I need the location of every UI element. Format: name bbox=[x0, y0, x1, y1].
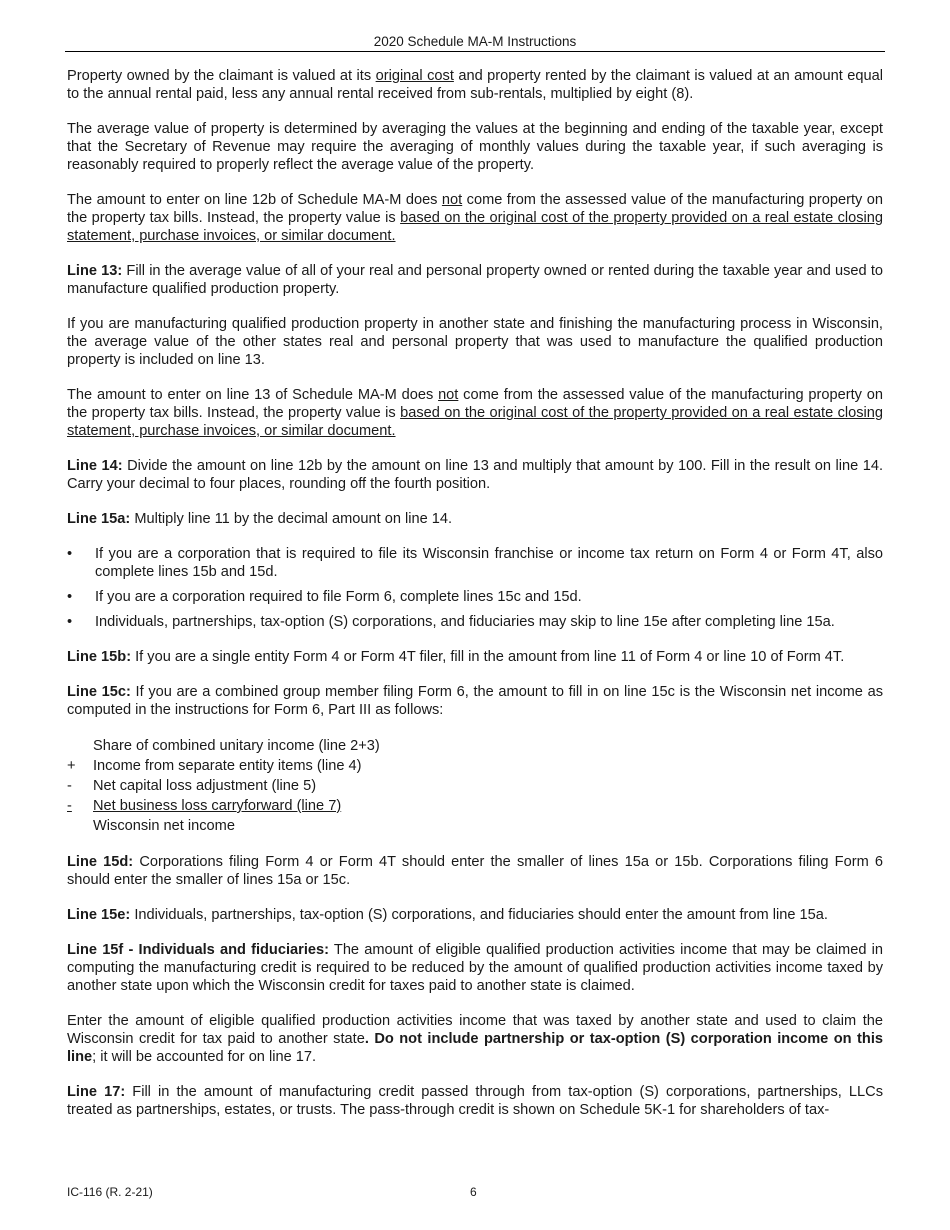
calc-operator: - bbox=[67, 778, 72, 794]
paragraph-average-value: The average value of property is determined by averaging the values at the beginning and ending of the taxable year, except that the Secretary of Revenue may require the averaging of monthly values during the taxable year, if such averaging is reasonably required to properly reflect the average value of the property. bbox=[67, 121, 883, 173]
line-label: Line 15b: bbox=[67, 649, 132, 665]
bullet-icon: • bbox=[67, 589, 73, 605]
text-run: The amount to enter on line 13 of Schedule MA-M does bbox=[67, 387, 439, 403]
calc-row-text: Net capital loss adjustment (line 5) bbox=[93, 778, 317, 794]
text-run: The amount to enter on line 12b of Schedule MA-M does bbox=[67, 192, 442, 208]
calc-row bbox=[67, 736, 883, 756]
bullet-list bbox=[67, 545, 883, 631]
paragraph-line13-amount bbox=[67, 386, 883, 440]
list-item bbox=[67, 588, 883, 606]
list-item-text: If you are a corporation required to file Form 6, complete lines 15c and 15d. bbox=[95, 589, 582, 605]
text-run: Enter the amount of eligible qualified production activities income that was taxed by another state and used to claim the Wisconsin credit for tax paid to another state bbox=[67, 1013, 883, 1047]
list-item bbox=[67, 613, 883, 631]
paragraph-line13 bbox=[67, 262, 883, 298]
underlined-text: based on the original cost of the property provided on a real estate closing statement, purchase invoices, or similar document. bbox=[67, 405, 884, 439]
paragraph-line15c bbox=[67, 683, 883, 719]
paragraph-other-state-property: If you are manufacturing qualified production property in another state and finishing the manufacturing process in Wisconsin, the average value of the other states real and personal property that was used to manufacture the qualified production property is included on line 13. bbox=[67, 316, 883, 368]
line-label: Line 14: bbox=[67, 458, 123, 474]
text-run: come from the assessed value of the manufacturing property on the property tax bills. Instead, the property value is bbox=[67, 192, 883, 226]
line-label: Line 15e: bbox=[67, 907, 131, 923]
net-income-calculation bbox=[67, 736, 883, 836]
page-number: 6 bbox=[470, 1185, 477, 1199]
line-label: Line 17: bbox=[67, 1084, 126, 1100]
text-run: If you are a combined group member filing Form 6, the amount to fill in on line 15c is the Wisconsin net income as computed in the instructions for Form 6, Part III as follows: bbox=[67, 684, 884, 718]
calc-row bbox=[67, 776, 883, 796]
calc-row-text: Income from separate entity items (line 4) bbox=[93, 758, 362, 774]
text-run: ; it will be accounted for on line 17. bbox=[92, 1049, 317, 1065]
text-run: Corporations filing Form 4 or Form 4T should enter the smaller of lines 15a or 15b. Corporations filing Form 6 should enter the smaller of lines 15a or 15c. bbox=[67, 854, 884, 888]
page-header-title: 2020 Schedule MA-M Instructions bbox=[373, 34, 577, 49]
paragraph-line15e bbox=[67, 906, 883, 924]
calc-row-total bbox=[67, 816, 883, 836]
text-run: Multiply line 11 by the decimal amount on line 14. bbox=[130, 511, 453, 527]
calc-row bbox=[67, 756, 883, 776]
text-run: The amount of eligible qualified production activities income that may be claimed in computing the manufacturing credit is required to be reduced by the amount of qualified production activities income taxed by another state upon which the Wisconsin credit for taxes paid to another state is claimed. bbox=[67, 942, 883, 994]
page-header bbox=[65, 33, 885, 52]
text-run: Divide the amount on line 12b by the amount on line 13 and multiply that amount by 100. Fill in the result on line 14. Carry your decimal to four places, rounding off the fourth position. bbox=[67, 458, 884, 492]
paragraph-line15f bbox=[67, 941, 883, 995]
paragraph-line15b bbox=[67, 648, 883, 666]
bullet-icon: • bbox=[67, 546, 73, 562]
calc-row-text: Share of combined unitary income (line 2+3) bbox=[93, 738, 380, 754]
line-label: Line 15c: bbox=[67, 684, 131, 700]
bullet-icon: • bbox=[67, 614, 73, 630]
text-run: If you are a single entity Form 4 or Form 4T filer, fill in the amount from line 11 of Form 4 or line 10 of Form 4T. bbox=[131, 649, 845, 665]
line-label: Line 15f - Individuals and fiduciaries: bbox=[67, 942, 329, 958]
list-item-text: Individuals, partnerships, tax-option (S) corporations, and fiduciaries may skip to line 15e after completing line 15a. bbox=[95, 614, 835, 630]
underlined-text: based on the original cost of the property provided on a real estate closing statement, purchase invoices, or similar document. bbox=[67, 210, 884, 244]
calc-operator bbox=[67, 736, 93, 756]
text-run: Property owned by the claimant is valued at its bbox=[67, 68, 376, 84]
calc-operator bbox=[67, 816, 93, 836]
paragraph-line12b-amount bbox=[67, 191, 883, 245]
calc-row-text: Wisconsin net income bbox=[93, 818, 235, 834]
line-label: Line 15d: bbox=[67, 854, 134, 870]
form-id: IC-116 (R. 2-21) bbox=[67, 1185, 153, 1199]
text-run: Fill in the amount of manufacturing credit passed through from tax-option (S) corporations, partnerships, LLCs treated as partnerships, estates, or trusts. The pass-through credit is shown on Schedule 5K-1 for shareholders of tax- bbox=[67, 1084, 883, 1118]
calc-operator: + bbox=[67, 758, 76, 774]
text-run: come from the assessed value of the manufacturing property on the property tax bills. Instead, the property value is bbox=[67, 387, 883, 421]
instructions-body bbox=[67, 67, 883, 1136]
bold-text: . Do not include partnership or tax-option (S) corporation income on this line bbox=[67, 1031, 883, 1065]
calc-row bbox=[67, 796, 883, 816]
paragraph-property-valuation bbox=[67, 67, 883, 103]
text-run: Individuals, partnerships, tax-option (S) corporations, and fiduciaries should enter the amount from line 15a. bbox=[130, 907, 828, 923]
line-label: Line 15a: bbox=[67, 511, 131, 527]
underlined-text: not bbox=[441, 192, 463, 208]
paragraph-line15a bbox=[67, 510, 883, 528]
calc-operator: - bbox=[67, 798, 72, 814]
paragraph-taxed-income bbox=[67, 1012, 883, 1066]
calc-row-text: Net business loss carryforward (line 7) bbox=[93, 798, 342, 814]
underlined-text: original cost bbox=[375, 68, 454, 84]
paragraph-line14 bbox=[67, 457, 883, 493]
list-item bbox=[67, 545, 883, 581]
line-label: Line 13: bbox=[67, 263, 123, 279]
text-run: and property rented by the claimant is valued at an amount equal to the annual rental paid, less any annual rental received from sub-rentals, multiplied by eight (8). bbox=[67, 68, 883, 102]
paragraph-line15d bbox=[67, 853, 883, 889]
paragraph-line17 bbox=[67, 1083, 883, 1119]
list-item-text: If you are a corporation that is required to file its Wisconsin franchise or income tax return on Form 4 or Form 4T, also complete lines 15b and 15d. bbox=[95, 546, 883, 580]
underlined-text: not bbox=[438, 387, 459, 403]
text-run: Fill in the average value of all of your real and personal property owned or rented during the taxable year and used to manufacture qualified production property. bbox=[67, 263, 883, 297]
